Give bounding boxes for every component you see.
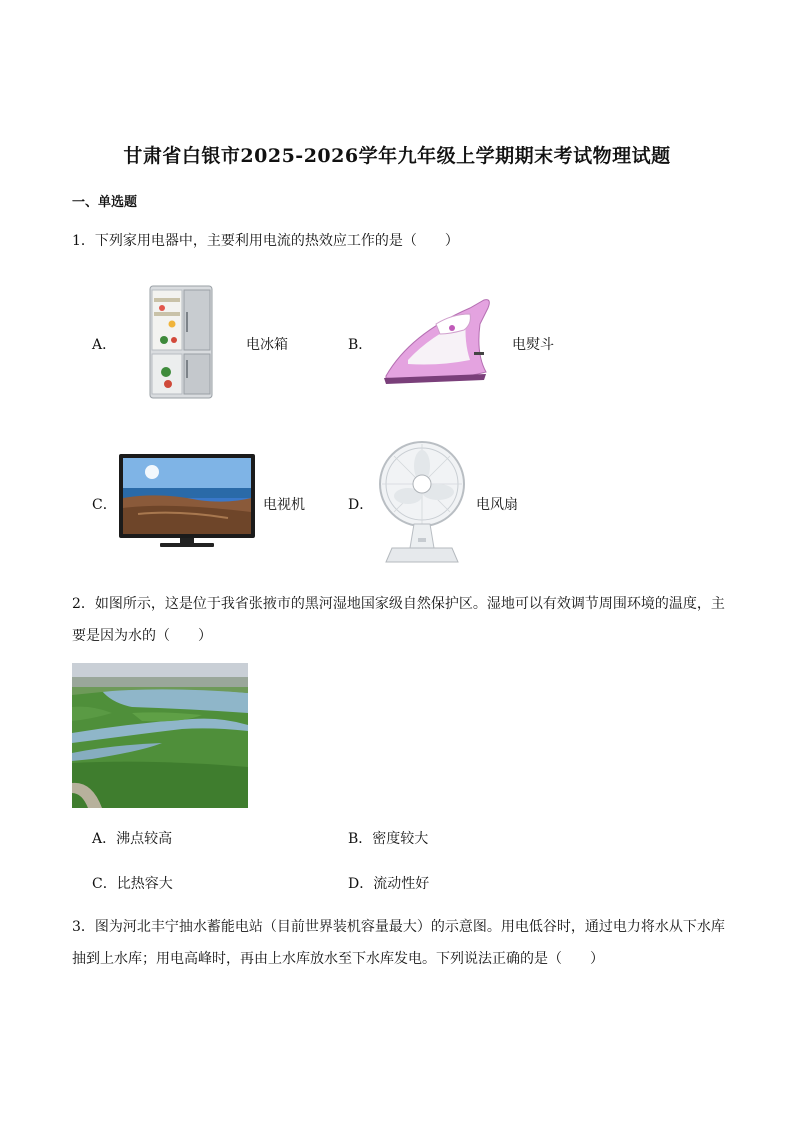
refrigerator-icon [146,282,216,402]
question-2-stem-line1: 2．如图所示，这是位于我省张掖市的黑河湿地国家级自然保护区。湿地可以有效调节周围环境的温度，主 [72,596,725,612]
section-heading: 一、单选题 [72,195,138,210]
option-c-label: 电视机 [263,497,305,513]
q2-option-b: B．密度较大 [348,831,429,847]
option-b-letter: B． [348,337,373,353]
question-2-stem-line2: 要是因为水的（ ） [72,628,212,644]
option-a-label: 电冰箱 [246,337,288,353]
question-3-stem-line1: 3．图为河北丰宁抽水蓄能电站（目前世界装机容量最大）的示意图。用电低谷时，通过电力将水从下水库 [72,919,725,935]
option-d-letter: D． [348,497,374,513]
wetland-photo [72,663,248,808]
option-d-label: 电风扇 [476,497,518,513]
option-b-label: 电熨斗 [512,337,554,353]
option-a-letter: A． [92,337,117,353]
question-3-stem-line2: 抽到上水库；用电高峰时，再由上水库放水至下水库发电。下列说法正确的是（ ） [72,951,604,967]
page-title: 甘肃省白银市2025-2026学年九年级上学期期末考试物理试题 [123,145,671,167]
option-c-letter: C． [92,497,117,513]
q2-option-a: A．沸点较高 [92,831,173,847]
question-1-stem: 1．下列家用电器中，主要利用电流的热效应工作的是（ ） [72,233,459,249]
q2-option-d: D．流动性好 [348,876,430,892]
iron-icon [380,294,500,386]
tv-icon [118,452,256,550]
fan-icon [374,432,466,568]
q2-option-c: C．比热容大 [92,876,173,892]
